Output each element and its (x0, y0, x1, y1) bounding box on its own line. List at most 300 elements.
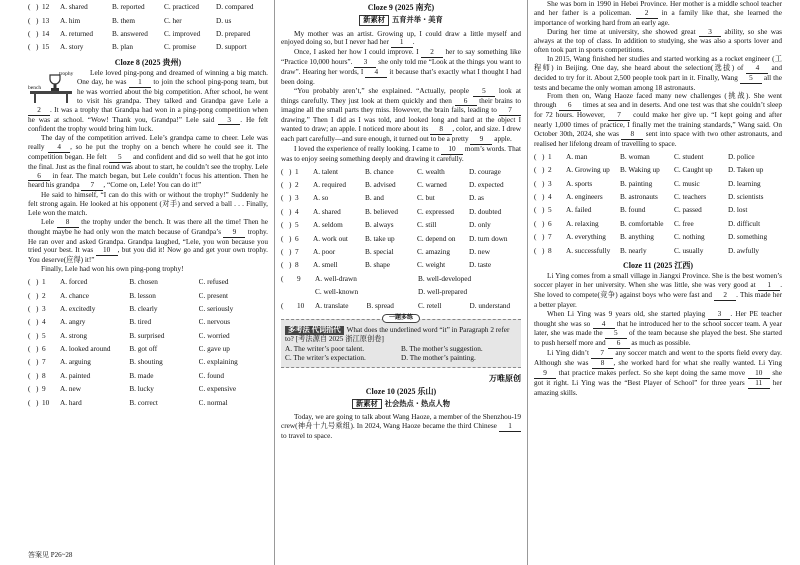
column-right (534, 0, 782, 565)
option-c: C. nothing (674, 233, 705, 242)
option-b: B. shouting (129, 358, 163, 367)
blank-number: 5 (740, 74, 762, 84)
passage-text: . He felt confident the trophy would bring him luck. (28, 115, 268, 134)
practice-badge: 一题多练 (382, 314, 420, 323)
option-a: A. sports (566, 179, 593, 188)
passage-text: of the team because she played the best. She started to push herself more and (534, 329, 782, 348)
option-a: A. forced (60, 278, 88, 287)
trophy-bench-illustration (28, 69, 74, 105)
passage-text: sent into space with two other astronauts, and realised her lifelong dream of travelling to space. (534, 129, 782, 148)
option-number: 12 (42, 3, 50, 12)
passage-text: mom’s words. That was to enjoy seeing something deeply and drawing it carefully. (281, 144, 521, 163)
option-number: 13 (42, 16, 50, 25)
blank-number: 7 (591, 349, 613, 359)
option-d: D. something (728, 233, 768, 242)
option-c: C. warned (417, 181, 447, 190)
option-number: 8 (548, 246, 552, 255)
option-b: B. shape (365, 261, 390, 270)
option-b: B. always (365, 221, 394, 230)
blank-number: 2 (714, 291, 736, 301)
option-row: ( ) 7 A. everything B. anything C. nothing D. something (534, 231, 782, 244)
option-c: C. explaining (198, 358, 238, 367)
option-b: B. answered (112, 30, 148, 39)
option-c: C. normal (198, 398, 228, 407)
option-d: D. police (728, 152, 755, 161)
passage-text: Lele loved ping-pong and dreamed of winning a big match. One day, he was (77, 69, 268, 87)
option-number: 8 (295, 261, 299, 270)
option-number: 1 (295, 167, 299, 176)
blank-number: 6 (455, 97, 477, 107)
passage-paragraph (28, 134, 268, 191)
option-d: D. learning (728, 179, 761, 188)
passage-text: During her time at university, she showed great (547, 27, 700, 36)
blank-number: 10 (441, 145, 463, 155)
option-b: B. astronauts (620, 192, 658, 201)
blank-number: 3 (354, 58, 376, 68)
option-a: A. looked around (60, 345, 111, 354)
option-c: C. practiced (164, 3, 200, 12)
passage-text: all the tests and became the only woman among 18 astronauts. (534, 73, 782, 92)
option-d: D. new (469, 248, 490, 257)
option-b: B. them (112, 16, 135, 25)
option-number: 14 (42, 30, 50, 39)
passage-text: , “Come on, Lele! You can do it!” (103, 181, 202, 190)
option-b: B. got off (129, 345, 158, 354)
passage-text: ability, so she was always at the top of class. In addition to studying, she was also a sports lover and often took part in sports competitions. (534, 27, 782, 55)
option-d: D. lost (728, 206, 748, 215)
option-b: B. reported (112, 3, 145, 12)
option-c: C. found (198, 371, 225, 380)
sub-question-text: What does the underlined word “it” in Paragraph 2 refer to? [考法源自 2025 浙江原创卷] (285, 325, 510, 343)
brand-logo: 万唯原创 (489, 374, 521, 384)
blank-number: 9 (223, 228, 245, 238)
passage-paragraph (281, 48, 521, 86)
option-number: 4 (42, 318, 46, 327)
option-row: ( ) 3 A. excitedly B. clearly C. seriously (28, 303, 268, 316)
option-a: A. shared (313, 207, 341, 216)
blank-number: 7 (499, 106, 521, 116)
option-row: ( ) 5 A. strong B. surprised C. worried (28, 329, 268, 342)
option-c: C. nervous (198, 318, 231, 327)
pronoun-reference-question (281, 314, 521, 368)
option-c: C. promise (164, 43, 196, 52)
passage-text: “You probably aren’t,” she explained. “Actually, people (294, 86, 473, 95)
cloze9-title: Cloze 9 (2025 南充) (367, 3, 435, 12)
passage-text: her to say something like “Practice 10,000 hours”. (281, 48, 521, 67)
option-b: B. Waking up (620, 166, 660, 175)
option-row: ( ) 5 A. seldom B. always C. still D. only (281, 219, 521, 232)
option-a: A. returned (60, 30, 94, 39)
option-a: A. chance (60, 291, 89, 300)
option-a: A. required (313, 181, 347, 190)
passage-text: . (412, 38, 415, 47)
passage-text: He said to himself, “I can do this with or without the trophy!” Suddenly he felt strong again. He looked at his opponent (对手) and served a ball . . . Finally, Lele won the match. (28, 191, 268, 217)
passage-text: her amazing skills. (534, 378, 782, 397)
option-b: B. chance (365, 167, 394, 176)
passage-text: , but you did it! Now go and get your own trophy. You deserve(应得) it!” (28, 246, 268, 265)
option-c: C. present (198, 291, 229, 300)
blank-number: 4 (365, 68, 387, 78)
option-d: D. expected (469, 181, 504, 190)
option-b: B. nearly (620, 246, 647, 255)
blank-number: 1 (758, 281, 780, 291)
passage-paragraph (534, 28, 782, 56)
passage-text: could make her give up. “I kept going and after nearly 1,000 times of practice, I finally met the training standards,” Wang said. On October 30th, 2024, she was (534, 111, 782, 138)
option-row: ( ) 8 A. smell B. shape C. weight D. taste (281, 259, 521, 272)
option-b: B. special (365, 248, 394, 257)
option-c: C. music (674, 179, 700, 188)
option-a: A. him (60, 16, 81, 25)
option-number: 4 (548, 192, 552, 201)
sub-option-d: D. The mother’s painting. (401, 354, 476, 363)
option-row: ( ) 10 A. hard B. correct C. normal (28, 396, 268, 409)
passage-paragraph (534, 310, 782, 349)
option-d: D. prepared (216, 30, 251, 39)
option-number: 6 (548, 219, 552, 228)
option-b: B. lucky (129, 385, 154, 394)
option-d: D. well-prepared (418, 288, 468, 297)
option-row: ( 10 A. translate B. spread C. retell D. understand (281, 299, 521, 312)
option-a: A. angry (60, 318, 86, 327)
blank-number: 7 (608, 111, 630, 121)
option-number: 6 (295, 234, 299, 243)
option-row: ( ) 6 A. relaxing B. comfortable C. free D. difficult (534, 217, 782, 230)
option-d: D. support (216, 43, 247, 52)
option-b: B. anything (620, 233, 654, 242)
option-c: C. retell (418, 301, 442, 310)
option-number: 4 (295, 207, 299, 216)
option-a: A. Growing up (566, 166, 610, 175)
column-divider (527, 0, 528, 565)
blank-number: 8 (430, 125, 452, 135)
passage-text: When Li Ying was 9 years old, she started playing (547, 309, 709, 318)
passage-text: that he introduced her to the school soccer team. A year later, she was made the (534, 319, 782, 338)
option-a: A. work out (313, 234, 348, 243)
option-c: C. weight (417, 261, 446, 270)
option-c: C. well-known (315, 288, 359, 297)
option-number: 9 (42, 385, 46, 394)
passage-paragraph (281, 87, 521, 145)
cloze11-title: Cloze 11 (2025 江西) (623, 260, 693, 270)
passage-text: Finally, Lele had won his own ping-pong trophy! (41, 265, 184, 274)
answer-page-footer: 答案见 P26~28 (28, 551, 73, 559)
sub-option-c: C. The writer’s expectation. (285, 354, 366, 363)
option-d: D. scientists (728, 192, 764, 201)
option-number: 10 (42, 398, 50, 407)
option-a: A. poor (313, 248, 336, 257)
blank-number: 3 (699, 28, 721, 38)
passage-text: From then on, Wang Haoze faced many new challenges (挑战). She went through (534, 92, 782, 110)
option-row: ( ) 4 A. shared B. believed C. expressed D. doubted (281, 206, 521, 219)
passage-paragraph (281, 413, 521, 441)
option-row: ( ) 9 A. new B. lucky C. expensive (28, 383, 268, 396)
column-middle (281, 0, 521, 565)
option-c: C. Caught up (674, 166, 713, 175)
blank-number: 6 (28, 172, 50, 182)
passage-text: their brains to imagine all the small parts they miss. However, the brain fails, leading to (281, 96, 521, 115)
option-a: A. man (566, 152, 588, 161)
option-row: ( ) 5 A. failed B. found C. passed D. lost (534, 204, 782, 217)
passage-paragraph (28, 265, 268, 274)
sub-option-b: B. The mother’s suggestion. (401, 345, 483, 354)
option-d: D. doubted (469, 207, 502, 216)
passage-paragraph (281, 30, 521, 49)
blank-number: 4 (746, 64, 768, 74)
option-d: D. turn down (469, 234, 508, 243)
blank-number: 3 (218, 116, 240, 126)
cloze10-title: Cloze 10 (2025 乐山) (365, 386, 437, 396)
option-c: C. passed (674, 206, 702, 215)
cloze11-passage (534, 272, 782, 397)
option-row: ( ) 3 A. so B. and C. but D. as (281, 192, 521, 205)
option-row: ( ) 7 A. poor B. special C. amazing D. new (281, 246, 521, 259)
passage-paragraph (534, 55, 782, 92)
passage-text: she only told me “Look at the things you want to draw”. Hearing her words, I (281, 58, 521, 76)
option-row: ( ) 3 A. sports B. painting C. music D. learning (534, 177, 782, 190)
option-row: ( ) 4 A. engineers B. astronauts C. teachers D. scientists (534, 191, 782, 204)
option-number: 5 (548, 206, 552, 215)
cloze8-options (28, 276, 268, 410)
blank-number: 4 (48, 143, 70, 153)
cloze9-tag: 新素材 (359, 15, 389, 26)
option-a: A. talent (313, 167, 338, 176)
passage-text: apple. (492, 134, 512, 143)
option-row: ( ) 7 A. arguing B. shouting C. explaining (28, 356, 268, 369)
passage-text: . She loved to compete(竞争) against boys who were fast and (534, 281, 782, 300)
option-number: 3 (548, 179, 552, 188)
option-a: A. story (60, 43, 84, 52)
blank-number: 8 (621, 130, 643, 140)
cloze10-tag: 新素材 (352, 399, 382, 410)
option-b: B. plan (112, 43, 133, 52)
option-row: ( ) 2 A. Growing up B. Waking up C. Caught up D. Taken up (534, 164, 782, 177)
option-c: C. refused (198, 278, 229, 287)
blank-number: 8 (592, 359, 614, 369)
option-c: C. depend on (417, 234, 456, 243)
passage-text: Today, we are going to talk about Wang Haoze, a member of the Shenzhou-19 crew(神舟十九号乘组). In 2024, Wang Haoze became the third Chinese (281, 413, 521, 431)
option-number: 7 (548, 233, 552, 242)
option-number: 5 (42, 331, 46, 340)
blank-number: 5 (605, 329, 627, 339)
option-a: A. successfully (566, 246, 611, 255)
option-b: B. made (129, 371, 154, 380)
column-left (28, 0, 268, 565)
option-number: 8 (42, 371, 46, 380)
option-b: B. and (365, 194, 384, 203)
passage-text: as much as possible. (629, 339, 691, 348)
option-b: B. lesson (129, 291, 156, 300)
option-number: 3 (295, 194, 299, 203)
option-d: D. only (469, 221, 491, 230)
option-number: 10 (297, 301, 305, 310)
cloze10-options (534, 151, 782, 258)
option-number: 2 (42, 291, 46, 300)
blank-number: 1 (391, 38, 413, 48)
passage-paragraph (534, 92, 782, 148)
option-row: ( ) 2 A. chance B. lesson C. present (28, 289, 268, 302)
option-a: A. failed (566, 206, 592, 215)
option-c: C. wealth (417, 167, 445, 176)
option-b: B. painting (620, 179, 653, 188)
passage-paragraph (534, 272, 782, 309)
option-row: ( ) 15 A. story B. plan C. promise D. support (28, 41, 268, 54)
passage-text: in fear. The match began, but Lele couldn’t focus his attention. Then he heard his grandpa (28, 171, 268, 190)
passage-text: and decided to try for it. About 2,500 people took part in it. Finally, Wang (534, 63, 782, 82)
passage-text: it because that’s exactly what I thought I had been doing. (281, 67, 521, 86)
option-number: 15 (42, 43, 50, 52)
blank-number: 6 (608, 339, 630, 349)
option-row: ( ) 8 A. painted B. made C. found (28, 370, 268, 383)
option-number: 7 (42, 358, 46, 367)
option-b: B. believed (365, 207, 399, 216)
option-c: C. expressed (417, 207, 455, 216)
passage-text: , so he put the trophy on a bench where he could see it. The competition began. He felt (28, 143, 268, 161)
option-b: B. well-developed (418, 274, 472, 283)
option-a: A. everything (566, 233, 606, 242)
option-c: C. still (417, 221, 437, 230)
passage-text: that practice makes perfect. So she kept doing the same move (556, 368, 748, 377)
option-number: 6 (42, 345, 46, 354)
passage-text: The day of the competition arrived. Lele’s grandpa came to cheer. Lele was really (28, 134, 268, 152)
option-number: 5 (295, 221, 299, 230)
passage-text: She was born in 1990 in Hebei Province. Her mother is a middle school teacher and her father is a policeman. (534, 0, 782, 17)
blank-number: 7 (81, 181, 103, 191)
bench-label: bench (28, 85, 42, 92)
passage-paragraph (28, 191, 268, 218)
option-a: A. translate (315, 301, 349, 310)
option-a: A. strong (60, 331, 87, 340)
cloze9-topic: 五育并举・美育 (392, 15, 443, 24)
blank-number: 11 (748, 379, 770, 389)
blank-number: 6 (559, 101, 581, 111)
option-number: 9 (297, 274, 301, 283)
option-row: ( ) 4 A. angry B. tired C. nervous (28, 316, 268, 329)
option-c: C. free (674, 219, 694, 228)
option-b: B. advised (365, 181, 396, 190)
cloze10-passage (534, 0, 782, 149)
option-a: A. well-drawn (315, 274, 357, 283)
option-row: ( ) 2 A. required B. advised C. warned D. expected (281, 179, 521, 192)
passage-text: My mother was an artist. Growing up, I could draw a little myself and enjoyed doing so, but I never had her (281, 29, 521, 47)
option-a: A. new (60, 385, 81, 394)
passage-text: to join the school ping-pong team, but he was worried about the big competition. After school, he went to visit his grandpa. They talked and Grandpa gave Lele a (77, 78, 268, 105)
option-d: D. taste (469, 261, 492, 270)
option-b: B. take up (365, 234, 395, 243)
option-b: B. tired (129, 318, 152, 327)
option-number: 2 (548, 166, 552, 175)
option-number: 1 (42, 278, 46, 287)
option-a: A. engineers (566, 192, 603, 201)
option-a: A. painted (60, 371, 91, 380)
blank-number: 9 (534, 369, 556, 379)
option-d: D. Taken up (728, 166, 764, 175)
option-b: B. comfortable (620, 219, 664, 228)
option-c: C. amazing (417, 248, 451, 257)
cloze10-topic: 社会热点・热点人物 (384, 399, 451, 408)
option-c: C. but (417, 194, 435, 203)
blank-number: 1 (129, 78, 151, 88)
option-row: ( ) 6 A. work out B. take up C. depend on D. turn down (281, 232, 521, 245)
cloze8-title: Cloze 8 (2025 贵州) (114, 57, 182, 67)
option-number: 2 (295, 181, 299, 190)
option-d: D. compared (216, 3, 254, 12)
option-row: ( 9 A. well-drawn B. well-developed (281, 273, 521, 286)
option-a: A. seldom (313, 221, 343, 230)
prev-cloze-options (28, 1, 268, 55)
passage-paragraph (281, 145, 521, 164)
blank-number: 2 (421, 48, 443, 58)
passage-text: Li Ying comes from a small village in Jiangxi Province. She is the best women’s soccer player in her university. When she was little, she was very good at (534, 272, 782, 290)
passage-text: . It was a trophy that Grandpa had won in a ping-pong competition when he was at school. “Wow! Thank you, Grandpa!” Lele said (28, 105, 268, 124)
passage-text: Li Ying didn’t (547, 349, 592, 358)
passage-text: Lele (41, 217, 57, 226)
option-a: A. hard (60, 398, 82, 407)
option-b: B. woman (620, 152, 650, 161)
blank-number: 9 (470, 135, 492, 145)
option-row: ( ) 1 A. man B. woman C. student D. police (534, 151, 782, 164)
blank-number: 1 (499, 422, 521, 432)
option-number: 3 (42, 304, 46, 313)
column-divider (274, 0, 275, 565)
blank-number: 10 (96, 246, 118, 256)
sub-option-a: A. The writer’s poor talent. (285, 345, 365, 354)
option-d: D. courage (469, 167, 501, 176)
option-c: C. expensive (198, 385, 237, 394)
option-number: 7 (295, 248, 299, 257)
passage-text: trophy. He ran over and asked Grandpa. Grandpa laughed, “Lele, you won because you tried your best. It was (28, 227, 268, 255)
blank-number: 2 (28, 106, 50, 116)
option-number: 1 (548, 152, 552, 161)
option-row (281, 286, 521, 299)
option-b: B. found (620, 206, 646, 215)
cloze9-tagline (281, 15, 521, 26)
option-a: A. so (313, 194, 329, 203)
cloze9-passage (281, 30, 521, 164)
option-row: ( ) 13 A. him B. them C. her D. us (28, 14, 268, 27)
passage-text: in a family like that, she learned the importance of working hard from an early age. (534, 8, 782, 27)
option-d: D. awfully (728, 246, 760, 255)
option-row: ( ) 12 A. shared B. reported C. practiced D. compared (28, 1, 268, 14)
option-d: D. difficult (728, 219, 761, 228)
option-c: C. her (164, 16, 182, 25)
option-c: C. improved (164, 30, 201, 39)
blank-number: 10 (748, 369, 770, 379)
passage-text: the trophy under the bench. It was there all the time! Then he thought maybe he had only won the match because of Grandpa’s (28, 217, 268, 236)
option-b: B. chosen (129, 278, 158, 287)
option-a: A. excitedly (60, 304, 96, 313)
passage-text: . This made her a better player. (534, 291, 782, 309)
blank-number: 4 (593, 320, 615, 330)
passage-text: In 2015, Wang finished her studies and started working as a rocket engineer (工程师) in Beijing. One day, she heard about the selection(选拔) of (534, 55, 782, 72)
blank-number: 2 (636, 9, 658, 19)
option-row: ( ) 6 A. looked around B. got off C. gave up (28, 343, 268, 356)
option-row: ( ) 14 A. returned B. answered C. improved D. prepared (28, 28, 268, 41)
passage-text: , color, and size. I drew each part carefully—and sure enough, it turned out to be a pretty (281, 125, 521, 143)
option-a: A. shared (60, 3, 88, 12)
cloze10-tagline (281, 399, 521, 410)
passage-paragraph (534, 349, 782, 397)
passage-text: look at things carefully. They just look at them quickly and then (281, 86, 521, 105)
option-b: B. clearly (129, 304, 158, 313)
passage-text: to travel to space. (281, 432, 333, 441)
option-c: C. seriously (198, 304, 234, 313)
passage-text: she got it right. Li Ying was the “Best Player of School” for three years (534, 368, 782, 387)
option-a: A. arguing (60, 358, 91, 367)
option-c: C. usually (674, 246, 704, 255)
blank-number: 3 (708, 310, 730, 320)
option-c: C. student (674, 152, 704, 161)
cloze10-passage-start (281, 413, 521, 441)
